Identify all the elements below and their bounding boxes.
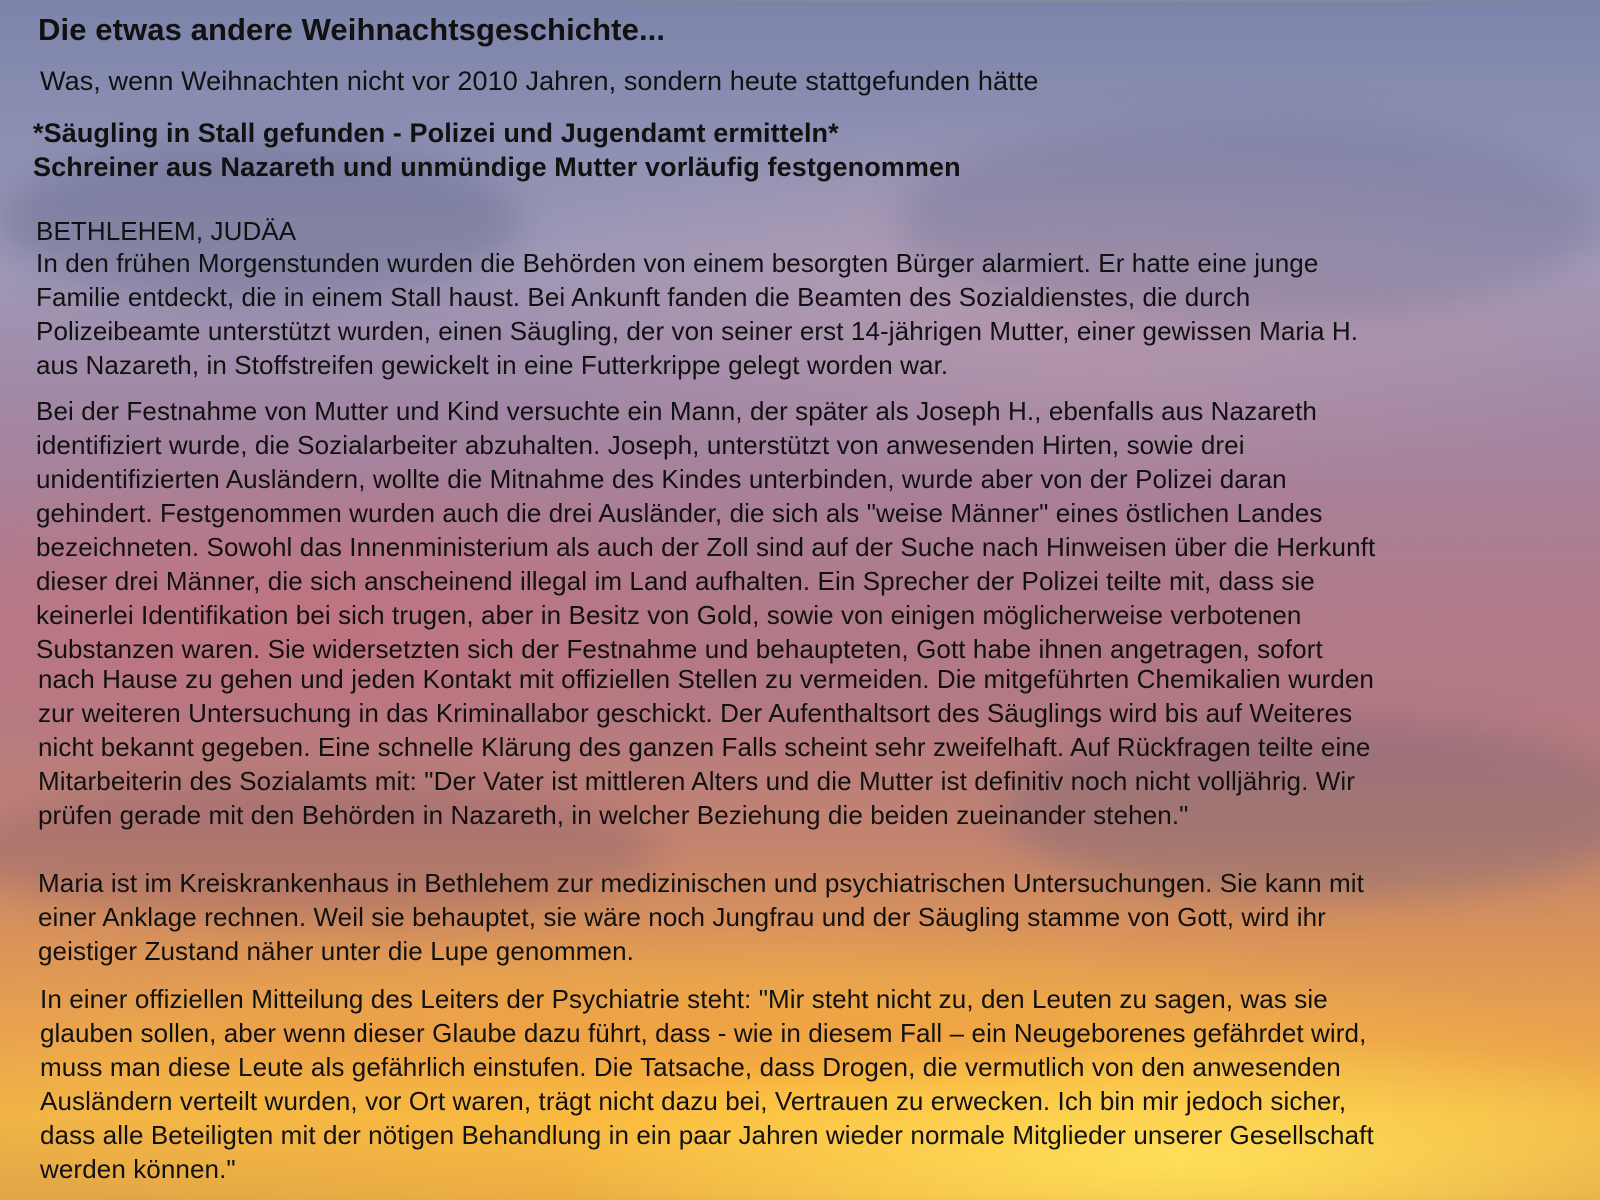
paragraph-line: dieser drei Männer, die sich anscheinend illegal im Land aufhalten. Ein Sprecher der Polizei teilte mit, dass sie [36,566,1315,596]
paragraph-line: nach Hause zu gehen und jeden Kontakt mit offiziellen Stellen zu vermeiden. Die mitgeführten Chemikalien wurden [38,664,1374,694]
paragraph-line: aus Nazareth, in Stoffstreifen gewickelt in eine Futterkrippe gelegt worden war. [36,350,949,380]
paragraph-line: In den frühen Morgenstunden wurden die Behörden von einem besorgten Bürger alarmiert. Er hatte eine junge [36,248,1319,278]
paragraph-line: Substanzen waren. Sie widersetzten sich der Festnahme und behaupteten, Gott habe ihnen angetragen, sofort [36,634,1323,664]
dateline: BETHLEHEM, JUDÄA [36,216,297,246]
paragraph-5 [40,982,1374,1186]
paragraph-line: Bei der Festnahme von Mutter und Kind versuchte ein Mann, der später als Joseph H., ebenfalls aus Nazareth [36,396,1317,426]
paragraph-line: glauben sollen, aber wenn dieser Glaube dazu führt, dass - wie in diesem Fall – ein Neugeborenes gefährdet wird, [40,1018,1367,1048]
paragraph-line: geistiger Zustand näher unter die Lupe genommen. [38,936,634,966]
paragraph-line: unidentifizierten Ausländern, wollte die Mitnahme des Kindes unterbinden, wurde aber von der Polizei daran [36,464,1287,494]
paragraph-line: prüfen gerade mit den Behörden in Nazareth, in welcher Beziehung die beiden zueinander stehen." [38,800,1189,830]
headline-line-1: *Säugling in Stall gefunden - Polizei und Jugendamt ermitteln* [33,118,839,148]
paragraph-line: muss man diese Leute als gefährlich einstufen. Die Tatsache, dass Drogen, die vermutlich von den anwesenden [40,1052,1341,1082]
paragraph-1 [36,246,1358,382]
paragraph-line: dass alle Beteiligten mit der nötigen Behandlung in ein paar Jahren wieder normale Mitglieder unserer Gesellschaft [40,1120,1374,1150]
paragraph-line: In einer offiziellen Mitteilung des Leiters der Psychiatrie steht: "Mir steht nicht zu, den Leuten zu sagen, was sie [40,984,1328,1014]
paragraph-line: Familie entdeckt, die in einem Stall haust. Bei Ankunft fanden die Beamten des Sozialdienstes, die durch [36,282,1251,312]
paragraph-line: zur weiteren Untersuchung in das Kriminallabor geschickt. Der Aufenthaltsort des Säuglings wird bis auf Weiteres [38,698,1353,728]
paragraph-4 [38,866,1364,968]
paragraph-line: einer Anklage rechnen. Weil sie behauptet, sie wäre noch Jungfrau und der Säugling stamme von Gott, wird ihr [38,902,1326,932]
paragraph-line: Polizeibeamte unterstützt wurden, einen Säugling, der von seiner erst 14-jährigen Mutter, einer gewissen Maria H. [36,316,1359,346]
paragraph-line: Ausländern verteilt wurden, vor Ort waren, trägt nicht dazu bei, Vertrauen zu erwecken. Ich bin mir jedoch sicher, [40,1086,1347,1116]
paragraph-line: Maria ist im Kreiskrankenhaus in Bethlehem zur medizinischen und psychiatrischen Untersuchungen. Sie kann mit [38,868,1364,898]
paragraph-line: keinerlei Identifikation bei sich trugen, aber in Besitz von Gold, sowie von einigen möglicherweise verbotenen [36,600,1302,630]
paragraph-line: werden können." [40,1154,236,1184]
headline-line-2: Schreiner aus Nazareth und unmündige Mutter vorläufig festgenommen [33,152,961,182]
article-subtitle: Was, wenn Weihnachten nicht vor 2010 Jahren, sondern heute stattgefunden hätte [40,66,1039,96]
article-title: Die etwas andere Weihnachtsgeschichte... [38,12,666,47]
paragraph-line: nicht bekannt gegeben. Eine schnelle Klärung des ganzen Falls scheint sehr zweifelhaft. Auf Rückfragen teilte eine [38,732,1371,762]
paragraph-line: gehindert. Festgenommen wurden auch die drei Ausländer, die sich als "weise Männer" eines östlichen Landes [36,498,1323,528]
paragraph-3 [38,662,1374,832]
paragraph-2 [36,394,1375,666]
paragraph-line: Mitarbeiterin des Sozialamts mit: "Der Vater ist mittleren Alters und die Mutter ist definitiv noch nicht volljährig. Wir [38,766,1355,796]
paragraph-line: identifiziert wurde, die Sozialarbeiter abzuhalten. Joseph, unterstützt von anwesenden Hirten, sowie drei [36,430,1245,460]
paragraph-line: bezeichneten. Sowohl das Innenministerium als auch der Zoll sind auf der Suche nach Hinweisen über die Herkunft [36,532,1376,562]
